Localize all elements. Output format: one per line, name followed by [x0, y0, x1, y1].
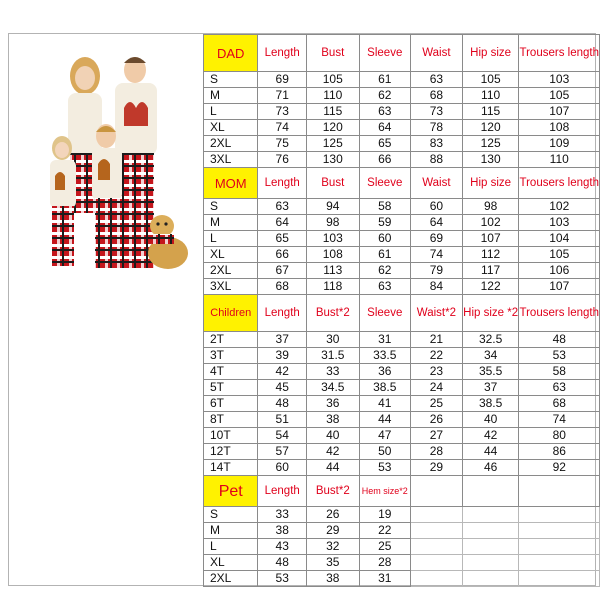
children-column-header: Length — [258, 295, 307, 332]
measurement-cell: 58 — [519, 364, 600, 380]
size-label-cell: XL — [204, 247, 258, 263]
measurement-cell: 58 — [359, 199, 410, 215]
measurement-cell — [462, 523, 519, 539]
measurement-cell: 31.5 — [306, 348, 359, 364]
measurement-cell: 68 — [519, 396, 600, 412]
measurement-cell: 62 — [359, 263, 410, 279]
family-photo — [40, 48, 190, 278]
measurement-cell: 23 — [410, 364, 462, 380]
measurement-cell: 108 — [306, 247, 359, 263]
measurement-cell: 31 — [359, 571, 410, 587]
measurement-cell: 63 — [359, 104, 410, 120]
table-row — [204, 460, 600, 476]
measurement-cell — [410, 523, 462, 539]
dog-figure — [148, 215, 188, 269]
size-label-cell: 5T — [204, 380, 258, 396]
measurement-cell: 28 — [359, 555, 410, 571]
dad-section-label: DAD — [204, 35, 258, 72]
table-row — [204, 231, 600, 247]
measurement-cell — [410, 555, 462, 571]
measurement-cell: 107 — [462, 231, 519, 247]
measurement-cell: 21 — [410, 332, 462, 348]
measurement-cell: 37 — [462, 380, 519, 396]
size-label-cell: L — [204, 539, 258, 555]
measurement-cell: 60 — [410, 199, 462, 215]
size-label-cell: L — [204, 104, 258, 120]
table-row — [204, 396, 600, 412]
measurement-cell: 65 — [258, 231, 307, 247]
measurement-cell: 26 — [306, 507, 359, 523]
dad-column-header: Length — [258, 35, 307, 72]
table-row — [204, 104, 600, 120]
measurement-cell: 64 — [410, 215, 462, 231]
table-row — [204, 507, 600, 523]
pet-column-header: Length — [258, 476, 307, 507]
measurement-cell: 71 — [258, 88, 307, 104]
measurement-cell: 109 — [519, 136, 600, 152]
measurement-cell: 86 — [519, 444, 600, 460]
measurement-cell: 59 — [359, 215, 410, 231]
mom-column-header: Waist — [410, 168, 462, 199]
measurement-cell: 74 — [519, 412, 600, 428]
pet-section-label: Pet — [204, 476, 258, 507]
measurement-cell — [462, 571, 519, 587]
mom-column-header: Hip size — [462, 168, 519, 199]
measurement-cell: 61 — [359, 247, 410, 263]
table-row — [204, 152, 600, 168]
children-column-header: Trousers length — [519, 295, 600, 332]
size-label-cell: 3XL — [204, 279, 258, 295]
table-row — [204, 444, 600, 460]
table-row — [204, 412, 600, 428]
measurement-cell: 22 — [359, 523, 410, 539]
measurement-cell: 36 — [306, 396, 359, 412]
measurement-cell: 105 — [519, 247, 600, 263]
children-header-row — [204, 295, 600, 332]
size-chart — [203, 34, 600, 587]
measurement-cell: 25 — [410, 396, 462, 412]
measurement-cell: 30 — [306, 332, 359, 348]
measurement-cell: 130 — [306, 152, 359, 168]
dad-column-header: Hip size — [462, 35, 519, 72]
measurement-cell: 67 — [258, 263, 307, 279]
pet-column-header — [519, 476, 600, 507]
measurement-cell: 37 — [258, 332, 307, 348]
table-row — [204, 380, 600, 396]
measurement-cell: 63 — [258, 199, 307, 215]
measurement-cell: 107 — [519, 104, 600, 120]
measurement-cell: 35.5 — [462, 364, 519, 380]
measurement-cell: 34 — [462, 348, 519, 364]
measurement-cell: 84 — [410, 279, 462, 295]
measurement-cell: 69 — [258, 72, 307, 88]
measurement-cell: 110 — [519, 152, 600, 168]
measurement-cell: 61 — [359, 72, 410, 88]
measurement-cell: 83 — [410, 136, 462, 152]
measurement-cell: 29 — [410, 460, 462, 476]
measurement-cell: 104 — [519, 231, 600, 247]
measurement-cell: 41 — [359, 396, 410, 412]
measurement-cell: 44 — [359, 412, 410, 428]
mom-column-header: Length — [258, 168, 307, 199]
measurement-cell: 73 — [258, 104, 307, 120]
measurement-cell: 53 — [359, 460, 410, 476]
measurement-cell: 79 — [410, 263, 462, 279]
measurement-cell: 102 — [462, 215, 519, 231]
children-column-header: Waist*2 — [410, 295, 462, 332]
measurement-cell — [410, 571, 462, 587]
measurement-cell — [410, 507, 462, 523]
table-row — [204, 348, 600, 364]
measurement-cell: 103 — [519, 72, 600, 88]
measurement-cell: 38 — [258, 523, 307, 539]
measurement-cell: 120 — [462, 120, 519, 136]
measurement-cell: 40 — [462, 412, 519, 428]
measurement-cell: 106 — [519, 263, 600, 279]
measurement-cell: 74 — [410, 247, 462, 263]
measurement-cell: 19 — [359, 507, 410, 523]
size-label-cell: M — [204, 523, 258, 539]
measurement-cell: 31 — [359, 332, 410, 348]
size-label-cell: S — [204, 72, 258, 88]
measurement-cell: 68 — [410, 88, 462, 104]
measurement-cell: 38 — [306, 571, 359, 587]
measurement-cell — [519, 555, 600, 571]
measurement-cell: 40 — [306, 428, 359, 444]
measurement-cell: 113 — [306, 263, 359, 279]
measurement-cell: 38.5 — [462, 396, 519, 412]
measurement-cell: 47 — [359, 428, 410, 444]
measurement-cell: 45 — [258, 380, 307, 396]
measurement-cell: 48 — [258, 396, 307, 412]
measurement-cell — [462, 539, 519, 555]
size-label-cell: 8T — [204, 412, 258, 428]
measurement-cell — [519, 571, 600, 587]
measurement-cell: 32 — [306, 539, 359, 555]
measurement-cell: 98 — [462, 199, 519, 215]
measurement-cell: 103 — [519, 215, 600, 231]
pet-column-header — [410, 476, 462, 507]
size-label-cell: 2XL — [204, 136, 258, 152]
measurement-cell: 44 — [462, 444, 519, 460]
measurement-cell — [462, 507, 519, 523]
measurement-cell: 120 — [306, 120, 359, 136]
mom-column-header: Sleeve — [359, 168, 410, 199]
measurement-cell: 53 — [258, 571, 307, 587]
measurement-cell — [519, 539, 600, 555]
measurement-cell: 46 — [462, 460, 519, 476]
measurement-cell: 78 — [410, 120, 462, 136]
measurement-cell: 53 — [519, 348, 600, 364]
size-label-cell: M — [204, 88, 258, 104]
measurement-cell: 74 — [258, 120, 307, 136]
measurement-cell: 103 — [306, 231, 359, 247]
dad-column-header: Trousers length — [519, 35, 600, 72]
size-label-cell: S — [204, 507, 258, 523]
measurement-cell: 60 — [359, 231, 410, 247]
size-label-cell: XL — [204, 555, 258, 571]
measurement-cell: 66 — [258, 247, 307, 263]
measurement-cell: 102 — [519, 199, 600, 215]
measurement-cell: 110 — [462, 88, 519, 104]
measurement-cell: 51 — [258, 412, 307, 428]
measurement-cell: 29 — [306, 523, 359, 539]
measurement-cell: 60 — [258, 460, 307, 476]
dad-column-header: Bust — [306, 35, 359, 72]
mom-header-row — [204, 168, 600, 199]
mom-column-header: Bust — [306, 168, 359, 199]
measurement-cell: 33 — [306, 364, 359, 380]
measurement-cell: 54 — [258, 428, 307, 444]
pet-column-header: Bust*2 — [306, 476, 359, 507]
measurement-cell: 34.5 — [306, 380, 359, 396]
table-row — [204, 263, 600, 279]
measurement-cell: 125 — [462, 136, 519, 152]
measurement-cell: 105 — [519, 88, 600, 104]
measurement-cell: 57 — [258, 444, 307, 460]
measurement-cell: 33.5 — [359, 348, 410, 364]
measurement-cell: 115 — [306, 104, 359, 120]
measurement-cell: 39 — [258, 348, 307, 364]
table-row — [204, 88, 600, 104]
measurement-cell: 38.5 — [359, 380, 410, 396]
measurement-cell: 63 — [410, 72, 462, 88]
table-row — [204, 72, 600, 88]
table-row — [204, 279, 600, 295]
measurement-cell: 125 — [306, 136, 359, 152]
pet-column-header — [462, 476, 519, 507]
measurement-cell: 69 — [410, 231, 462, 247]
measurement-cell: 42 — [306, 444, 359, 460]
measurement-cell: 22 — [410, 348, 462, 364]
size-label-cell: M — [204, 215, 258, 231]
measurement-cell: 36 — [359, 364, 410, 380]
measurement-cell: 62 — [359, 88, 410, 104]
size-label-cell: S — [204, 199, 258, 215]
dad-column-header: Sleeve — [359, 35, 410, 72]
measurement-cell: 80 — [519, 428, 600, 444]
table-row — [204, 555, 600, 571]
measurement-cell: 73 — [410, 104, 462, 120]
measurement-cell: 108 — [519, 120, 600, 136]
table-row — [204, 428, 600, 444]
measurement-cell: 117 — [462, 263, 519, 279]
size-label-cell: 3XL — [204, 152, 258, 168]
size-label-cell: L — [204, 231, 258, 247]
table-row — [204, 571, 600, 587]
measurement-cell: 110 — [306, 88, 359, 104]
measurement-cell: 115 — [462, 104, 519, 120]
dad-column-header: Waist — [410, 35, 462, 72]
measurement-cell: 48 — [258, 555, 307, 571]
table-row — [204, 523, 600, 539]
mom-section-label: MOM — [204, 168, 258, 199]
children-section-label: Children — [204, 295, 258, 332]
measurement-cell: 130 — [462, 152, 519, 168]
measurement-cell — [462, 555, 519, 571]
measurement-cell: 44 — [306, 460, 359, 476]
size-label-cell: 10T — [204, 428, 258, 444]
measurement-cell: 42 — [462, 428, 519, 444]
size-label-cell: 2T — [204, 332, 258, 348]
measurement-cell: 88 — [410, 152, 462, 168]
measurement-cell: 92 — [519, 460, 600, 476]
size-table — [203, 34, 600, 587]
measurement-cell: 43 — [258, 539, 307, 555]
measurement-cell: 105 — [306, 72, 359, 88]
size-label-cell: 2XL — [204, 571, 258, 587]
measurement-cell: 33 — [258, 507, 307, 523]
measurement-cell: 25 — [359, 539, 410, 555]
measurement-cell: 35 — [306, 555, 359, 571]
measurement-cell — [519, 507, 600, 523]
measurement-cell: 66 — [359, 152, 410, 168]
measurement-cell: 48 — [519, 332, 600, 348]
measurement-cell: 28 — [410, 444, 462, 460]
table-row — [204, 247, 600, 263]
table-row — [204, 215, 600, 231]
table-row — [204, 332, 600, 348]
measurement-cell: 63 — [359, 279, 410, 295]
pet-header-row — [204, 476, 600, 507]
measurement-cell: 32.5 — [462, 332, 519, 348]
measurement-cell: 122 — [462, 279, 519, 295]
size-label-cell: 2XL — [204, 263, 258, 279]
size-label-cell: XL — [204, 120, 258, 136]
measurement-cell: 75 — [258, 136, 307, 152]
measurement-cell: 50 — [359, 444, 410, 460]
mom-column-header: Trousers length — [519, 168, 600, 199]
measurement-cell: 42 — [258, 364, 307, 380]
size-label-cell: 6T — [204, 396, 258, 412]
measurement-cell: 65 — [359, 136, 410, 152]
measurement-cell: 68 — [258, 279, 307, 295]
size-label-cell: 3T — [204, 348, 258, 364]
table-row — [204, 136, 600, 152]
measurement-cell: 64 — [258, 215, 307, 231]
table-row — [204, 120, 600, 136]
measurement-cell: 107 — [519, 279, 600, 295]
size-label-cell: 14T — [204, 460, 258, 476]
measurement-cell: 38 — [306, 412, 359, 428]
measurement-cell: 26 — [410, 412, 462, 428]
measurement-cell: 98 — [306, 215, 359, 231]
table-row — [204, 199, 600, 215]
measurement-cell: 64 — [359, 120, 410, 136]
measurement-cell: 63 — [519, 380, 600, 396]
measurement-cell — [519, 523, 600, 539]
pet-column-header: Hem size*2 — [359, 476, 410, 507]
measurement-cell: 112 — [462, 247, 519, 263]
size-label-cell: 12T — [204, 444, 258, 460]
table-row — [204, 364, 600, 380]
size-label-cell: 4T — [204, 364, 258, 380]
children-column-header: Bust*2 — [306, 295, 359, 332]
table-row — [204, 539, 600, 555]
measurement-cell: 118 — [306, 279, 359, 295]
measurement-cell: 76 — [258, 152, 307, 168]
measurement-cell: 27 — [410, 428, 462, 444]
children-column-header: Sleeve — [359, 295, 410, 332]
dad-header-row — [204, 35, 600, 72]
measurement-cell — [410, 539, 462, 555]
measurement-cell: 94 — [306, 199, 359, 215]
children-column-header: Hip size *2 — [462, 295, 519, 332]
measurement-cell: 24 — [410, 380, 462, 396]
measurement-cell: 105 — [462, 72, 519, 88]
